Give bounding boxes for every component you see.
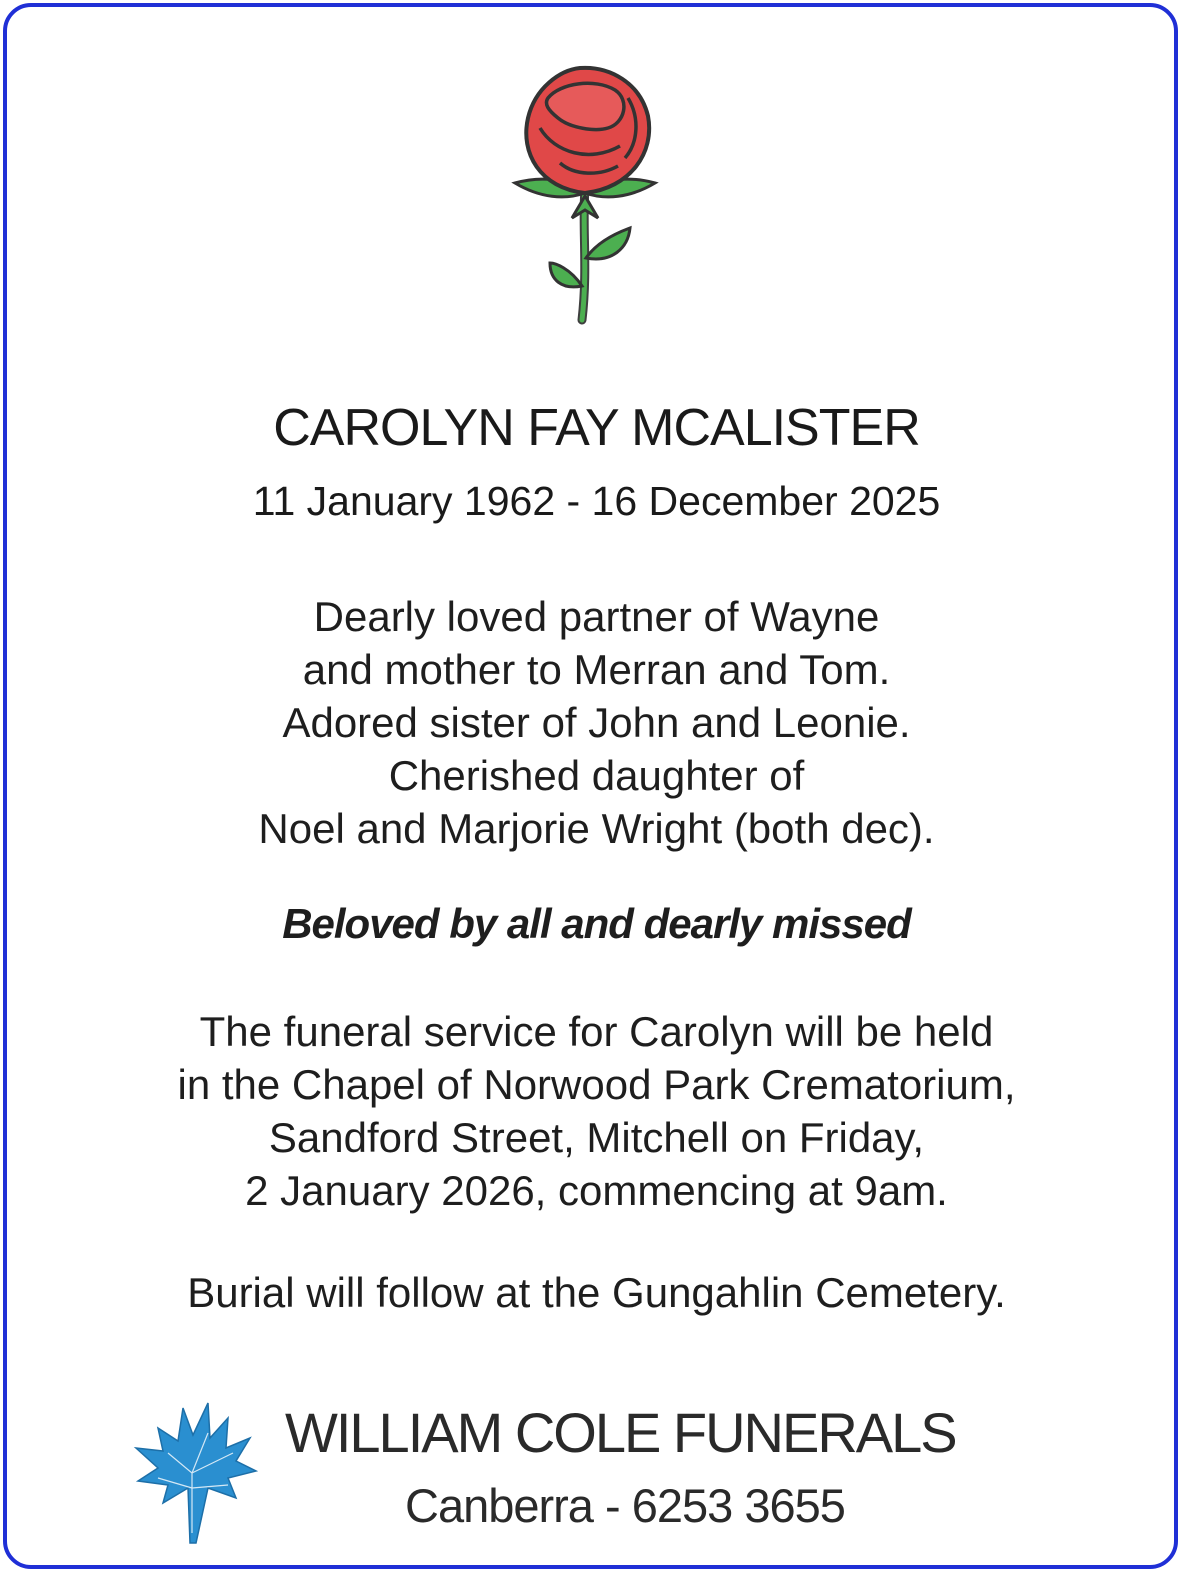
family-line: Noel and Marjorie Wright (both dec). — [258, 805, 935, 852]
service-line: in the Chapel of Norwood Park Crematorium, — [177, 1061, 1016, 1108]
family-paragraph — [0, 590, 1193, 855]
rose-icon — [500, 58, 670, 328]
burial-note: Burial will follow at the Gungahlin Cemetery. — [187, 1269, 1006, 1316]
life-dates: 11 January 1962 - 16 December 2025 — [252, 478, 941, 524]
service-line: 2 January 2026, commencing at 9am. — [245, 1167, 948, 1214]
funeral-home-name: WILLIAM COLE FUNERALS — [285, 1401, 956, 1464]
funeral-home-contact: Canberra - 6253 3655 — [405, 1479, 845, 1532]
maple-leaf-icon — [128, 1393, 258, 1548]
service-line: Sandford Street, Mitchell on Friday, — [268, 1114, 925, 1161]
deceased-name: CAROLYN FAY MCALISTER — [273, 399, 920, 457]
service-line: The funeral service for Carolyn will be held — [199, 1008, 994, 1055]
family-line: and mother to Merran and Tom. — [302, 646, 891, 693]
family-line: Adored sister of John and Leonie. — [282, 699, 911, 746]
family-line: Dearly loved partner of Wayne — [313, 593, 880, 640]
family-line: Cherished daughter of — [388, 752, 805, 799]
service-paragraph — [0, 1005, 1193, 1217]
tagline: Beloved by all and dearly missed — [282, 900, 911, 947]
